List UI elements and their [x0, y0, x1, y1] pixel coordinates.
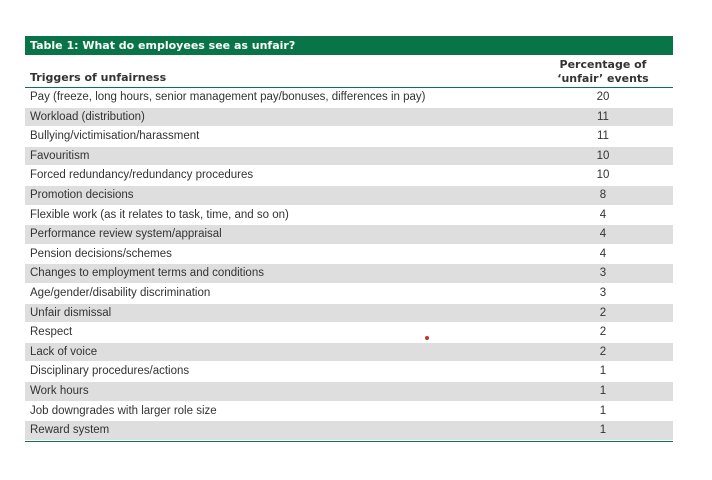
row-percentage: 1: [599, 424, 607, 437]
row-trigger: Work hours: [30, 384, 89, 397]
table-row: [25, 88, 673, 108]
table-row: [25, 343, 673, 363]
row-trigger: Promotion decisions: [30, 188, 134, 201]
row-trigger: Reward system: [30, 424, 110, 437]
row-trigger: Unfair dismissal: [30, 306, 112, 319]
table-row: [25, 382, 673, 402]
unfairness-table: [25, 36, 673, 442]
row-trigger: Performance review system/appraisal: [30, 228, 222, 241]
table-bottom-rule: [25, 441, 673, 442]
row-trigger: Favouritism: [30, 149, 90, 162]
table-row: [25, 264, 673, 284]
row-percentage: 1: [599, 365, 607, 378]
table-row: [25, 225, 673, 245]
table-row: [25, 206, 673, 226]
header-triggers: Triggers of unfairness: [30, 71, 167, 84]
row-percentage: 1: [599, 384, 607, 397]
row-trigger: Bullying/victimisation/harassment: [30, 130, 200, 143]
row-percentage: 11: [597, 110, 609, 123]
row-trigger: Changes to employment terms and conditions: [30, 267, 264, 280]
row-trigger: Age/gender/disability discrimination: [30, 286, 211, 299]
row-trigger: Flexible work (as it relates to task, time, and so on): [30, 208, 289, 221]
table-row: [25, 284, 673, 304]
table-row: [25, 323, 673, 343]
row-percentage: 1: [599, 404, 607, 417]
row-trigger: Pension decisions/schemes: [30, 247, 172, 260]
row-trigger: Pay (freeze, long hours, senior management pay/bonuses, differences in pay): [30, 91, 426, 103]
row-percentage: 2: [599, 326, 607, 339]
row-percentage: 10: [596, 149, 610, 162]
table-row: [25, 166, 673, 186]
header-percentage-line1: Percentage of: [559, 58, 647, 71]
row-percentage: 4: [599, 247, 607, 260]
row-percentage: 2: [599, 306, 607, 319]
table-caption: Table 1: What do employees see as unfair?: [25, 36, 673, 55]
row-trigger: Respect: [30, 326, 73, 339]
table-row: [25, 108, 673, 128]
row-percentage: 3: [599, 267, 607, 280]
row-percentage: 4: [599, 208, 607, 221]
row-trigger: Forced redundancy/redundancy procedures: [30, 169, 254, 182]
red-dot-mark: [425, 336, 429, 340]
row-percentage: 20: [596, 91, 610, 103]
table-row: [25, 362, 673, 382]
row-trigger: Workload (distribution): [30, 110, 145, 123]
table-row: [25, 304, 673, 324]
row-percentage: 3: [599, 286, 607, 299]
table-row: [25, 421, 673, 441]
table-body: [25, 88, 673, 441]
row-trigger: Lack of voice: [30, 345, 98, 358]
row-percentage: 4: [599, 228, 607, 241]
table-row: [25, 402, 673, 422]
row-percentage: 2: [599, 345, 607, 358]
table-row: [25, 147, 673, 167]
header-percentage: [533, 58, 673, 86]
row-trigger: Disciplinary procedures/actions: [30, 365, 190, 378]
row-percentage: 8: [599, 188, 607, 201]
row-percentage: 10: [596, 169, 610, 182]
table-header: [25, 55, 673, 88]
table-row: [25, 186, 673, 206]
header-percentage-line2: ‘unfair’ events: [557, 72, 649, 85]
row-percentage: 11: [597, 130, 609, 143]
table-row: [25, 127, 673, 147]
row-trigger: Job downgrades with larger role size: [30, 404, 217, 417]
table-row: [25, 245, 673, 265]
